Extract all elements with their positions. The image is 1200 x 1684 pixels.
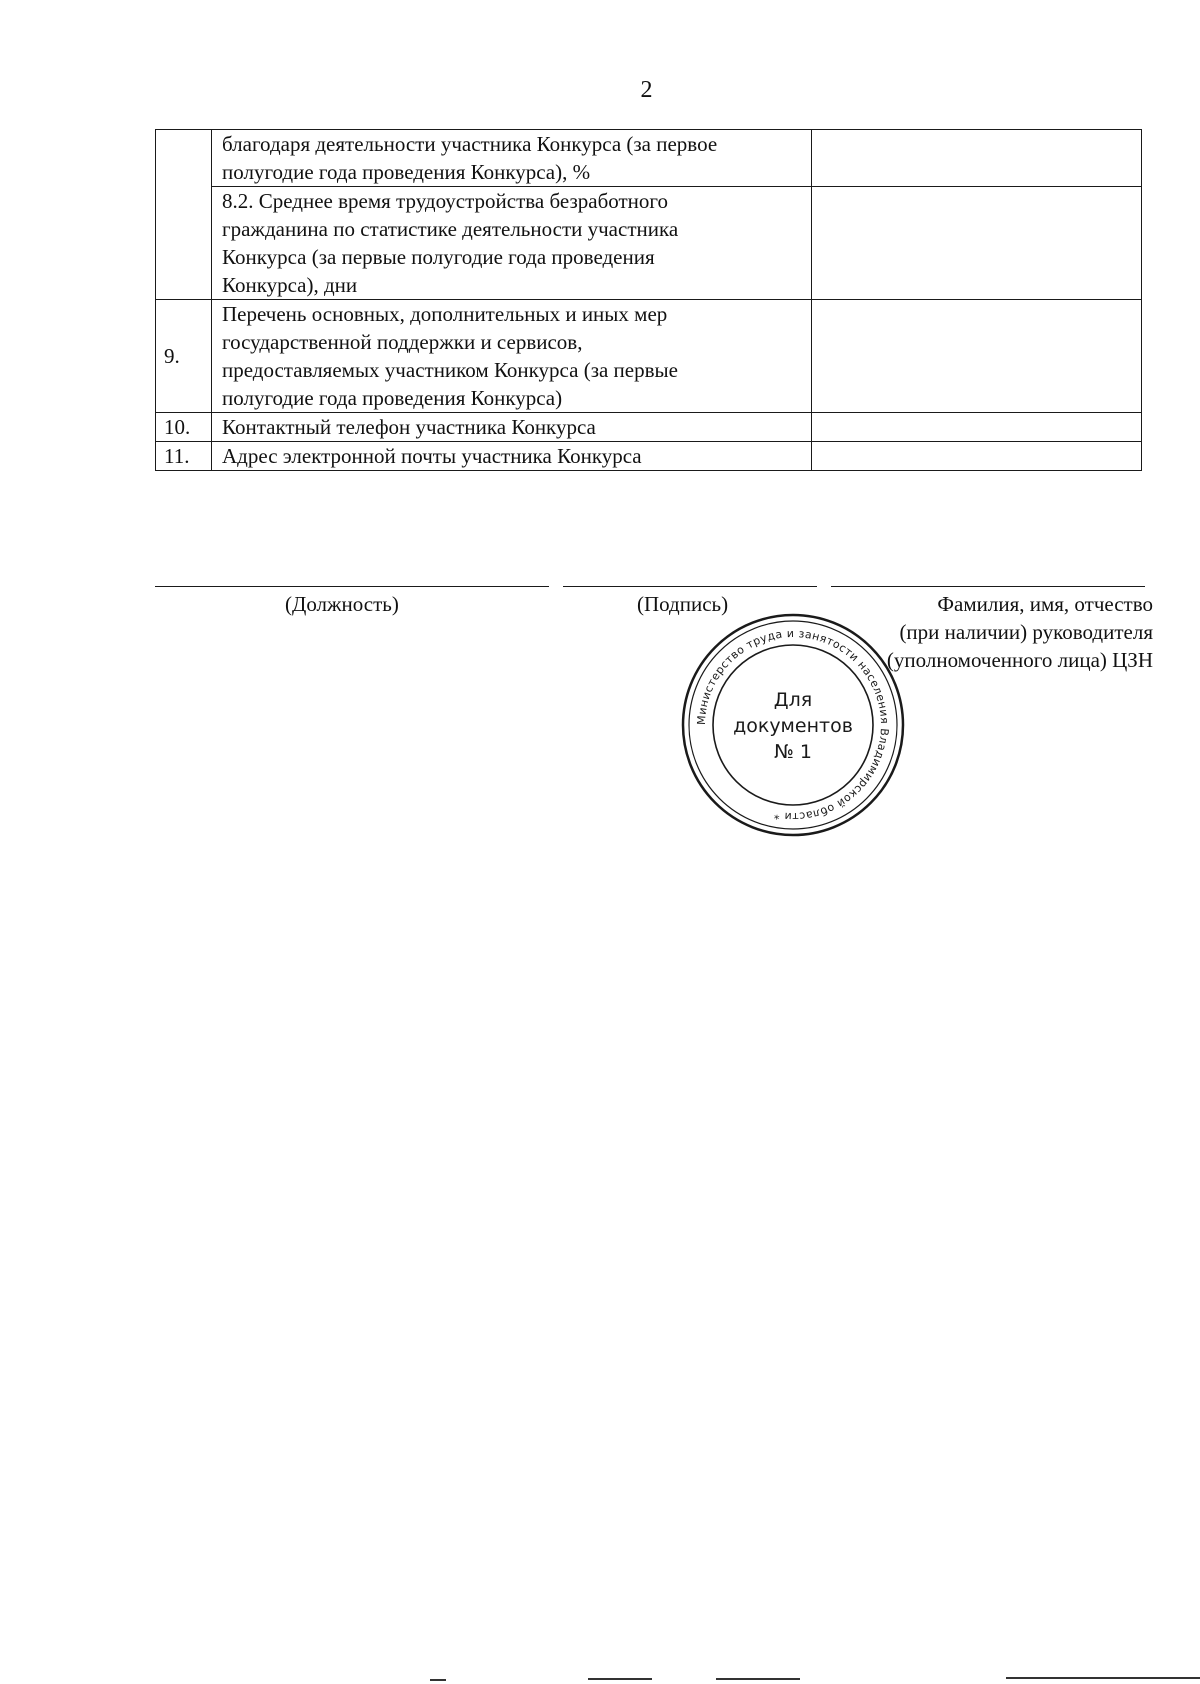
row-number-cell: 10.: [156, 413, 212, 442]
table-row: [156, 442, 1142, 471]
stamp-center-line: № 1: [774, 741, 812, 763]
signature-caption: (Подпись): [637, 592, 729, 616]
row-value-cell: [812, 130, 1142, 187]
row-description-cell: [212, 442, 812, 471]
page-number: 2: [640, 77, 653, 103]
form-table: [155, 129, 1142, 471]
full-name-signature-line: [831, 586, 1145, 587]
signature-line: [563, 586, 817, 587]
table-row: [156, 300, 1142, 413]
official-stamp: [680, 612, 906, 838]
row-description-line: предоставляемых участником Конкурса (за первые: [222, 358, 678, 382]
row-description-cell: [212, 187, 812, 300]
row-description-line: полугодие года проведения Конкурса), %: [222, 160, 591, 184]
row-number-cell: 11.: [156, 442, 212, 471]
full-name-caption-line: Фамилия, имя, отчество: [937, 592, 1153, 616]
table-row: [156, 187, 1142, 300]
table-row: [156, 130, 1142, 187]
row-description-line: Перечень основных, дополнительных и иных мер: [222, 302, 668, 326]
scan-footer-marks: [0, 1660, 1200, 1684]
row-description-line: Контактный телефон участника Конкурса: [222, 415, 596, 439]
row-description-line: Адрес электронной почты участника Конкурса: [222, 444, 642, 468]
row-description-cell: [212, 130, 812, 187]
row-number-cell: 9.: [156, 300, 212, 413]
row-description-line: Конкурса), дни: [222, 273, 358, 297]
stamp-center-line: Для: [773, 689, 813, 711]
table-row: [156, 413, 1142, 442]
row-description-line: гражданина по статистике деятельности участника: [222, 217, 679, 241]
full-name-caption-line: (при наличии) руководителя: [899, 620, 1153, 644]
signature-block: [155, 586, 1153, 686]
full-name-caption-line: (уполномоченного лица) ЦЗН: [886, 648, 1153, 672]
row-description-cell: [212, 300, 812, 413]
position-signature-line: [155, 586, 549, 587]
row-description-line: 8.2. Среднее время трудоустройства безработного: [222, 189, 668, 213]
row-number-cell: [156, 130, 212, 300]
row-value-cell: [812, 187, 1142, 300]
row-value-cell: [812, 413, 1142, 442]
row-description-line: благодаря деятельности участника Конкурса (за первое: [222, 132, 718, 156]
row-description-line: государственной поддержки и сервисов,: [222, 330, 583, 354]
position-caption: (Должность): [285, 592, 399, 616]
row-description-cell: [212, 413, 812, 442]
row-value-cell: [812, 300, 1142, 413]
stamp-outer-text: Министерство труда и занятости населения Владимирской области *: [694, 626, 892, 824]
stamp-center-line: документов: [733, 715, 853, 737]
row-description-line: полугодие года проведения Конкурса): [222, 386, 563, 410]
row-description-line: Конкурса (за первые полугодие года проведения: [222, 245, 655, 269]
row-value-cell: [812, 442, 1142, 471]
